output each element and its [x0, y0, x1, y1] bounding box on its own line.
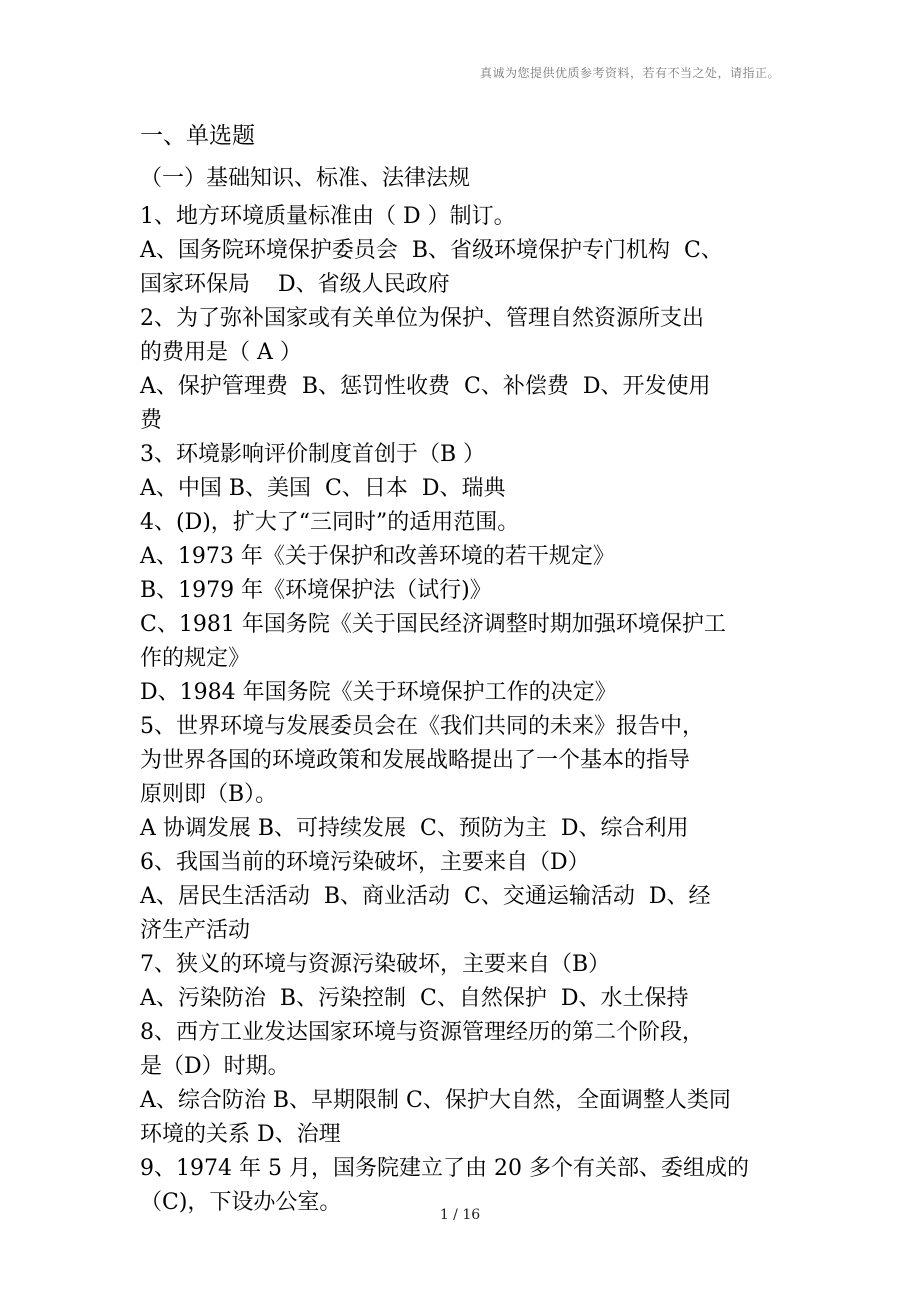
text-line: 环境的关系 D、治理 — [140, 1122, 341, 1147]
text-line: 3、环境影响评价制度首创于（B ） — [140, 442, 486, 467]
sub-title: （一）基础知识、标准、法律法规 — [140, 166, 471, 191]
text-line: B、1979 年《环境保护法（试行)》 — [140, 578, 492, 603]
text-line: 济生产活动 — [140, 918, 251, 943]
document-body — [140, 118, 785, 1220]
text-line: 2、为了弥补国家或有关单位为保护、管理自然资源所支出 — [140, 306, 704, 331]
text-line: （C)，下设办公室。 — [140, 1190, 342, 1215]
page-number: 1 / 16 — [439, 1207, 481, 1223]
text-line: 4、(D)，扩大了“三同时”的适用范围。 — [140, 510, 520, 535]
text-line: A、居民生活活动 B、商业活动 C、交通运输活动 D、经 — [140, 884, 711, 909]
question-list — [140, 200, 785, 1220]
text-line: 原则即（B）。 — [140, 782, 278, 807]
text-line: 1、地方环境质量标准由（ D ）制订。 — [140, 204, 516, 229]
text-line: 9、1974 年 5 月，国务院建立了由 20 多个有关部、委组成的 — [140, 1156, 749, 1181]
text-line: A 协调发展 B、可持续发展 C、预防为主 D、综合利用 — [140, 816, 689, 841]
header-note: 真诚为您提供优质参考资料，若有不当之处，请指正。 — [479, 66, 780, 80]
text-line: C、1981 年国务院《关于国民经济调整时期加强环境保护工 — [140, 612, 726, 637]
text-line: 为世界各国的环境政策和发展战略提出了一个基本的指导 — [140, 748, 691, 773]
text-line: A、污染防治 B、污染控制 C、自然保护 D、水土保持 — [140, 986, 689, 1011]
text-line: 的费用是（ A ） — [140, 340, 302, 365]
text-line: 7、狭义的环境与资源污染破坏，主要来自（B） — [140, 952, 611, 977]
text-line: A、保护管理费 B、惩罚性收费 C、补偿费 D、开发使用 — [140, 374, 711, 399]
text-line: 是（D）时期。 — [140, 1054, 290, 1079]
text-line: A、中国 B、美国 C、日本 D、瑞典 — [140, 476, 506, 501]
text-line: A、综合防治 B、早期限制 C、保护大自然，全面调整人类同 — [140, 1088, 731, 1113]
text-line: 作的规定》 — [140, 646, 251, 671]
text-line: D、1984 年国务院《关于环境保护工作的决定》 — [140, 680, 617, 705]
text-line: 国家环保局 D、省级人民政府 — [140, 272, 450, 297]
text-line: 6、我国当前的环境污染破坏，主要来自（D） — [140, 850, 590, 875]
text-line: 5、世界环境与发展委员会在《我们共同的未来》报告中， — [140, 714, 704, 739]
text-line: A、国务院环境保护委员会 B、省级环境保护专门机构 C、 — [140, 238, 723, 263]
section-title: 一、单选题 — [140, 123, 255, 149]
text-line: 费 — [140, 408, 163, 433]
text-line: 8、西方工业发达国家环境与资源管理经历的第二个阶段， — [140, 1020, 704, 1045]
text-line: A、1973 年《关于保护和改善环境的若干规定》 — [140, 544, 615, 569]
